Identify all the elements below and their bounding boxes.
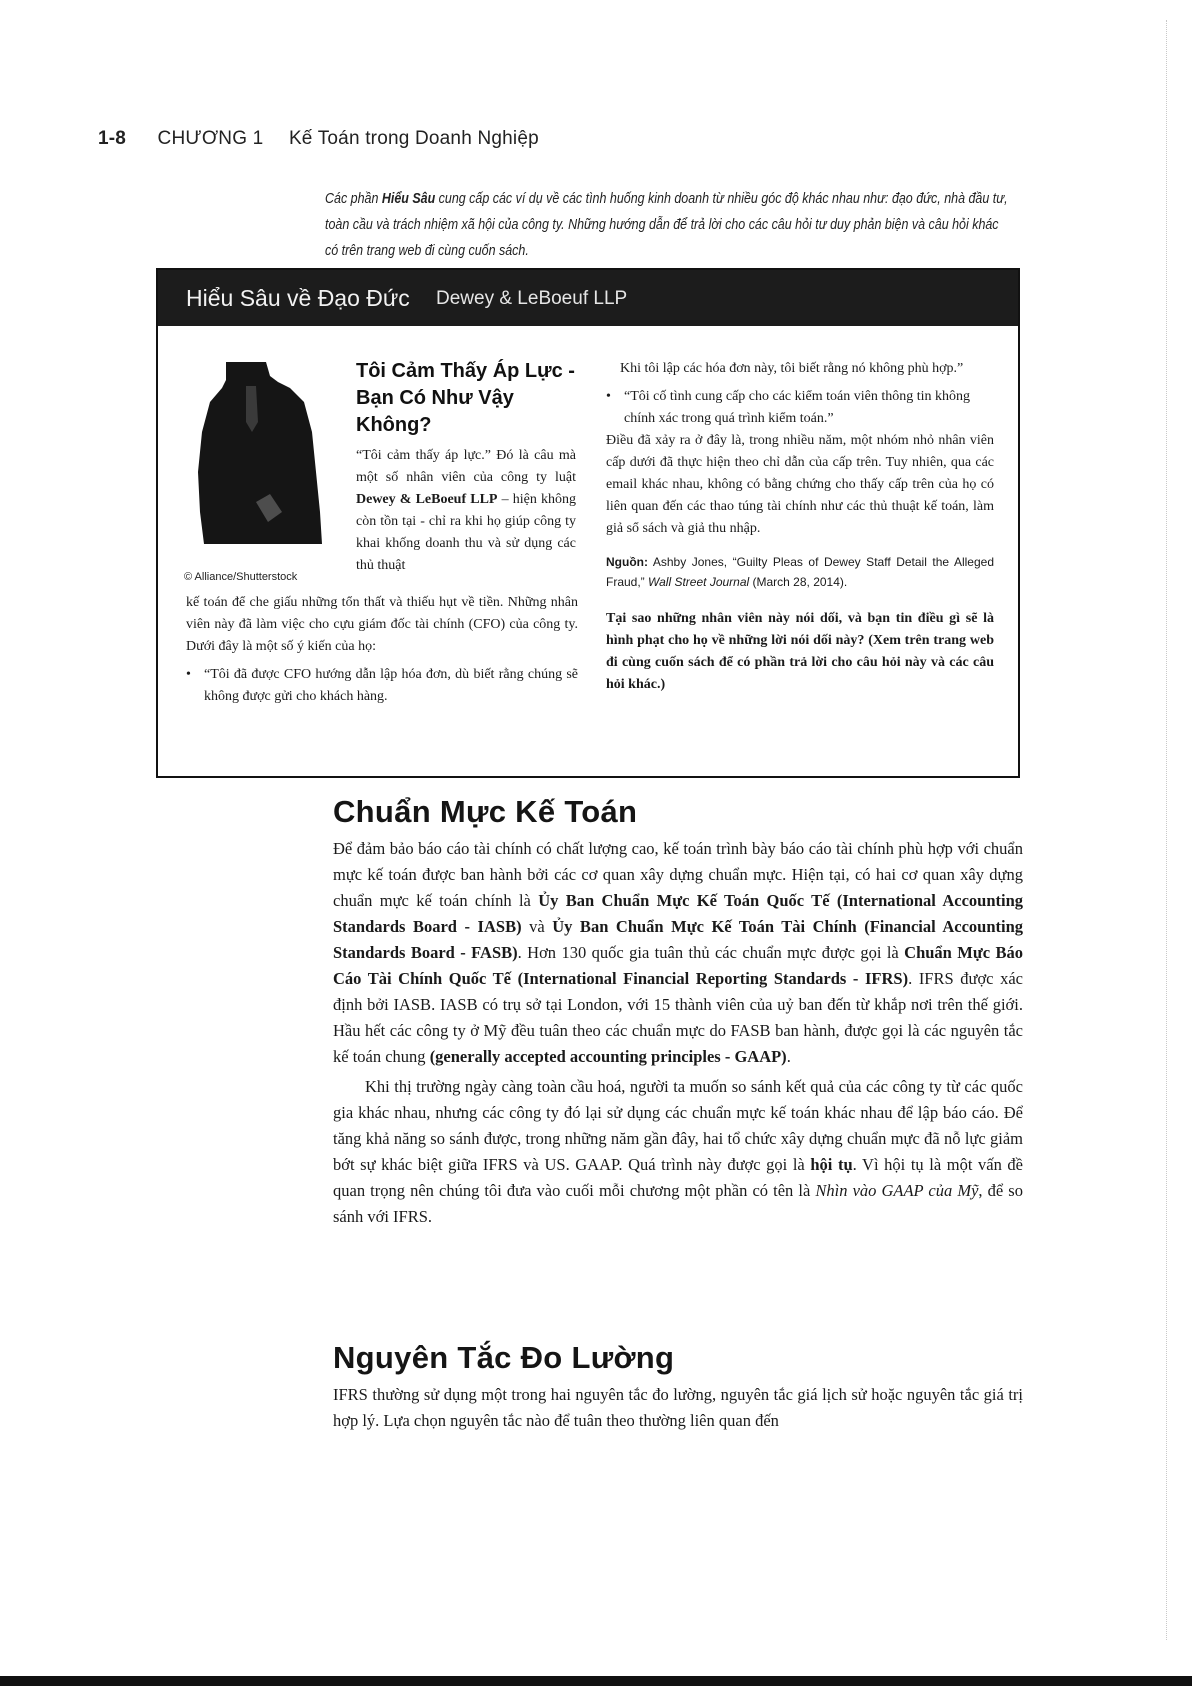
- section-paragraph: [333, 836, 1023, 1070]
- chapter-label: CHƯƠNG 1: [157, 128, 264, 149]
- intro-note: [325, 186, 1013, 264]
- bullet-icon: •: [606, 389, 611, 404]
- result-paragraph: Điều đã xảy ra ở đây là, trong nhiều năm, một nhóm nhỏ nhân viên cấp dưới đã thực hiện theo chỉ dẫn của cấp trên. Tuy nhiên, qua các email khác nhau, không có bằng chứng cho thấy cấp trên của họ có liên quan đến các thao túng tài chính như các thủ thuật kế toán, làm giả sổ sách và giả thu nhập.: [606, 433, 994, 536]
- term-iasb: Ủy Ban Chuẩn Mực Kế Toán Quốc Tế (International Accounting Standards Board - IASB): [333, 891, 1024, 936]
- bullet-continued: Khi tôi lập các hóa đơn này, tôi biết rằng nó không phù hợp.”: [620, 361, 964, 376]
- feature-name: Nhìn vào GAAP của Mỹ: [815, 1181, 979, 1200]
- text: Để đảm bảo báo cáo tài chính có chất lượng cao, kế toán trình bày báo cáo tài chính phù hợp với chuẩn mực kế toán được ban hành bởi các cơ quan xây dựng chuẩn mực. Hiện tại, có hai cơ quan xây dựng chuẩn mực kế toán chính là: [333, 839, 1023, 910]
- story-continued: [186, 592, 578, 708]
- intro-text-rest: cung cấp các ví dụ về các tình huống kinh doanh từ nhiều góc độ khác nhau như: đạo đức, nhà đầu tư, toàn cầu và trách nhiệm xã hội của công ty. Những hướng dẫn để trả lời cho các câu hỏi tư duy phản biện và câu hỏi khác có trên trang web đi cùng cuốn sách.: [325, 191, 1008, 259]
- section-heading: Chuẩn Mực Kế Toán: [333, 794, 638, 829]
- term-gaap: (generally accepted accounting principles - GAAP): [429, 1047, 787, 1066]
- source-journal: Wall Street Journal: [648, 575, 750, 589]
- box-header-subtitle: Dewey & LeBoeuf LLP: [436, 288, 628, 309]
- page-number: 1-8: [98, 128, 127, 149]
- story-paragraph: kế toán để che giấu những tổn thất và thiếu hụt về tiền. Những nhân viên này đã làm việc cho cựu giám đốc tài chính (CFO) của công ty. Dưới đây là một số ý kiến của họ:: [186, 595, 578, 654]
- box-header-title: Hiểu Sâu về Đạo Đức: [186, 285, 410, 311]
- scan-edge: [1166, 20, 1168, 1640]
- lead-bold: Dewey & LeBoeuf LLP: [356, 492, 498, 507]
- bullet-text: “Tôi cố tình cung cấp cho các kiểm toán viên thông tin không chính xác trong quá trình kiểm toán.”: [624, 389, 971, 426]
- scan-bottom-edge: [0, 1676, 1192, 1686]
- term-fasb: Ủy Ban Chuẩn Mực Kế Toán Tài Chính (Financial Accounting Standards Board - FASB): [333, 917, 1024, 962]
- photo-credit: © Alliance/Shutterstock: [184, 571, 298, 583]
- section-paragraph: IFRS thường sử dụng một trong hai nguyên tắc đo lường, nguyên tắc giá lịch sử hoặc nguyên tắc giá trị hợp lý. Lựa chọn nguyên tắc nào để tuân theo thường liên quan đến: [333, 1385, 1023, 1430]
- bullet-item: [606, 386, 994, 430]
- box-header: [158, 270, 1018, 326]
- intro-bold: Hiểu Sâu: [381, 191, 436, 207]
- story-title: Tôi Cảm Thấy Áp Lực - Bạn Có Như Vậy Không?: [356, 360, 575, 436]
- person-silhouette-photo: [186, 362, 326, 544]
- text: và: [521, 917, 553, 936]
- running-head: [98, 128, 539, 150]
- text: , để so sánh với IFRS.: [333, 1181, 1023, 1226]
- lead-text-2: – hiện không còn tồn tại - chỉ ra khi họ giúp công ty khai khống doanh thu và sử dụng các thủ thuật: [356, 492, 577, 573]
- intro-text: Các phần: [325, 191, 382, 207]
- chapter-title: Kế Toán trong Doanh Nghiệp: [288, 128, 539, 149]
- section-measurement-principles: [333, 1340, 1023, 1434]
- bullet-text: “Tôi đã được CFO hướng dẫn lập hóa đơn, dù biết rằng chúng sẽ không được gửi cho khách hàng.: [204, 667, 578, 704]
- discussion-question: Tại sao những nhân viên này nói dối, và bạn tin điều gì sẽ là hình phạt cho họ về những lời nói dối này? (Xem trên trang web đi cùng cuốn sách để có phần trả lời cho câu hỏi này và các câu hỏi khác.): [606, 611, 994, 692]
- section-paragraph: [333, 1074, 1023, 1230]
- bullet-icon: •: [186, 667, 191, 682]
- section-accounting-standards: [333, 794, 1023, 1230]
- source-citation: [606, 552, 994, 592]
- story-lead: [356, 445, 576, 577]
- story-column-left: [356, 358, 576, 577]
- lead-text: “Tôi cảm thấy áp lực.” Đó là câu mà một số nhân viên của công ty luật: [356, 448, 576, 485]
- story-column-right: [606, 358, 994, 696]
- text: . Hơn 130 quốc gia tuân thủ các chuẩn mực được gọi là: [517, 943, 905, 962]
- text: .: [786, 1047, 791, 1066]
- term-ifrs: Chuẩn Mực Báo Cáo Tài Chính Quốc Tế (International Financial Reporting Standards - IFRS): [333, 943, 1023, 988]
- source-date: (March 28, 2014).: [749, 575, 848, 589]
- source-label: Nguồn:: [606, 555, 648, 569]
- source-text: Ashby Jones, “Guilty Pleas of Dewey Staff Detail the Alleged Fraud,”: [606, 555, 994, 589]
- text: Khi thị trường ngày càng toàn cầu hoá, người ta muốn so sánh kết quả của các công ty từ các quốc gia khác nhau, nhưng các công ty đó lại sử dụng các chuẩn mực kế toán khác nhau để lập báo cáo. Để tăng khả năng so sánh được, trong những năm gần đây, hai tổ chức xây dựng chuẩn mực đã nỗ lực giảm bớt sự khác biệt giữa IFRS và US. GAAP. Quá trình này được gọi là: [333, 1077, 1023, 1174]
- text: . IFRS được xác định bởi IASB. IASB có trụ sở tại London, với 15 thành viên của uỷ ban đến từ khắp nơi trên thế giới. Hầu hết các công ty ở Mỹ đều tuân theo các chuẩn mực do FASB ban hành, được gọi là các nguyên tắc kế toán chung: [333, 969, 1023, 1066]
- bullet-item: [186, 664, 578, 708]
- text: . Vì hội tụ là một vấn đề quan trọng nên chúng tôi đưa vào cuối mỗi chương một phần có tên là: [333, 1155, 1023, 1200]
- section-heading: Nguyên Tắc Đo Lường: [333, 1340, 675, 1375]
- term-convergence: hội tụ: [810, 1155, 853, 1174]
- ethics-insight-box: [156, 268, 1020, 778]
